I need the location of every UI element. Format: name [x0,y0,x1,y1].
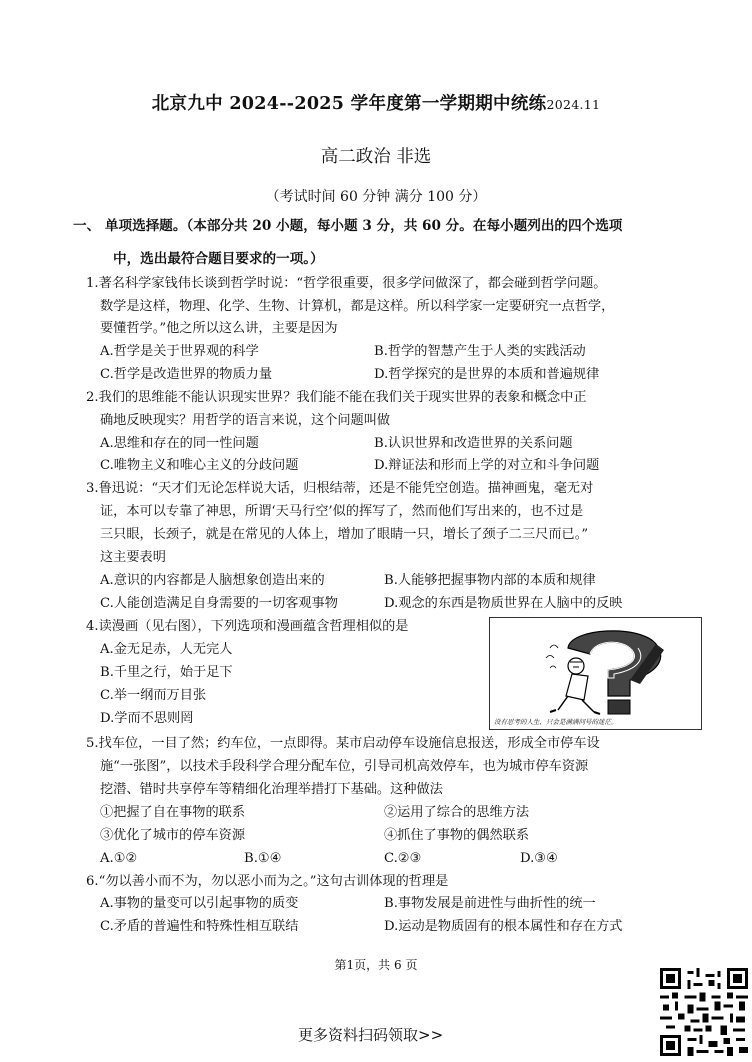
q3-stem-line1: 3.鲁迅说：“天才们无论怎样说大话，归根结蒂，还是不能凭空创造。描神画鬼，毫无对 [86,481,594,496]
exam-title-text: 北京九中 2024--2025 学年度第一学期期中统练 [151,94,547,114]
q1-option-d: D.哲学探究的是世界的本质和普遍规律 [374,367,600,382]
q6-option-c: C.矛盾的普遍性和特殊性相互联结 [100,919,299,934]
q1-stem-line3: 要懂哲学。”他之所以这么讲，主要是因为 [100,321,338,336]
q2-stem-line1: 2.我们的思维能不能认识现实世界？我们能不能在我们关于现实世界的表象和概念中正 [86,390,587,405]
q3-option-c: C.人能创造满足自身需要的一切客观事物 [100,596,338,611]
exam-date: 2024.11 [546,97,601,112]
q4-option-d: D.学而不思则罔 [100,711,194,726]
q5-option-d: D.③④ [520,851,558,866]
q3-option-a: A.意识的内容都是人脑想象创造出来的 [100,573,325,588]
q6-option-a: A.事物的量变可以引起事物的质变 [100,896,299,911]
q5-option-b: B.①④ [244,851,282,866]
q5-statement-3: ③优化了城市的停车资源 [100,828,246,843]
q3-option-b: B.人能够把握事物内部的本质和规律 [384,573,596,588]
q5-statement-2: ②运用了综合的思维方法 [384,805,530,820]
q1-option-b: B.哲学的智慧产生于人类的实践活动 [374,344,586,359]
q1-stem-line2: 数学是这样，物理、化学、生物、计算机，都是这样。所以科学家一定要研究一点哲学， [100,299,615,314]
q1-option-a: A.哲学是关于世界观的科学 [100,344,259,359]
q2-option-c: C.唯物主义和唯心主义的分歧问题 [100,458,299,473]
q5-option-c: C.②③ [384,851,422,866]
q3-option-d: D.观念的东西是物质世界在人脑中的反映 [384,596,623,611]
q1-stem-line1: 1.著名科学家钱伟长谈到哲学时说：“哲学很重要，很多学问做深了，都会碰到哲学问题。 [86,276,607,291]
q6-stem-line1: 6.“勿以善小而不为，勿以恶小而为之。”这句古训体现的哲理是 [86,874,449,889]
q4-stem-line1: 4.读漫画（见右图），下列选项和漫画蕴含哲理相似的是 [86,619,409,634]
exam-subtitle: 高二政治 非选 [320,147,432,167]
section-heading-cont: 中，选出最符合题目要求的一项。） [113,251,324,267]
question-mark-cartoon-icon [490,618,701,729]
q5-statement-1: ①把握了自在事物的联系 [100,805,246,820]
q1-option-c: C.哲学是改造世界的物质力量 [100,367,273,382]
page-number: 第1页，共 6 页 [334,958,418,972]
q4-option-a: A.金无足赤，人无完人 [100,642,233,657]
q4-cartoon-image [489,617,702,730]
q5-statement-4: ④抓住了事物的偶然联系 [384,828,530,843]
q2-option-a: A.思维和存在的同一性问题 [100,436,259,451]
q5-stem-line2: 施“一张图”，以技术手段科学合理分配车位，引导司机高效停车，也为城市停车资源 [100,759,589,774]
exam-time-info: （考试时间 60 分钟 满分 100 分） [265,189,487,205]
q4-option-b: B.千里之行，始于足下 [100,665,233,680]
q5-stem-line1: 5.找车位，一目了然；约车位，一点即得。某市启动停车设施信息报送，形成全市停车设 [86,736,600,751]
section-heading: 一、 单项选择题。（本部分共 20 小题，每小题 3 分，共 60 分。在每小题列出的四个选项 [73,218,623,234]
q4-option-c: C.举一纲而万目张 [100,688,207,703]
q5-option-a: A.①② [100,851,138,866]
cartoon-caption: 没有思考的人生，只会是满满问号的迷茫。 [494,718,618,726]
q3-stem-line4: 这主要表明 [100,550,166,565]
qr-code-icon[interactable] [660,968,748,1056]
q2-option-b: B.认识世界和改造世界的关系问题 [374,436,573,451]
q3-stem-line3: 三只眼，长颈子，就是在常见的人体上，增加了眼睛一只，增长了颈子二三尺而已。” [100,527,589,542]
q5-stem-line3: 挖潜、错时共享停车等精细化治理举措打下基础。这种做法 [100,782,443,797]
q6-option-d: D.运动是物质固有的根本属性和存在方式 [384,919,623,934]
q2-option-d: D.辩证法和形而上学的对立和斗争问题 [374,458,600,473]
q6-option-b: B.事物发展是前进性与曲折性的统一 [384,896,596,911]
exam-title [0,90,752,115]
more-materials-link[interactable]: 更多资料扫码领取>> [298,1026,444,1044]
q3-stem-line2: 证，本可以专靠了神思，所谓‘天马行空’似的挥写了，然而他们写出来的，也不过是 [100,504,584,519]
q2-stem-line2: 确地反映现实？用哲学的语言来说，这个问题叫做 [100,413,391,428]
